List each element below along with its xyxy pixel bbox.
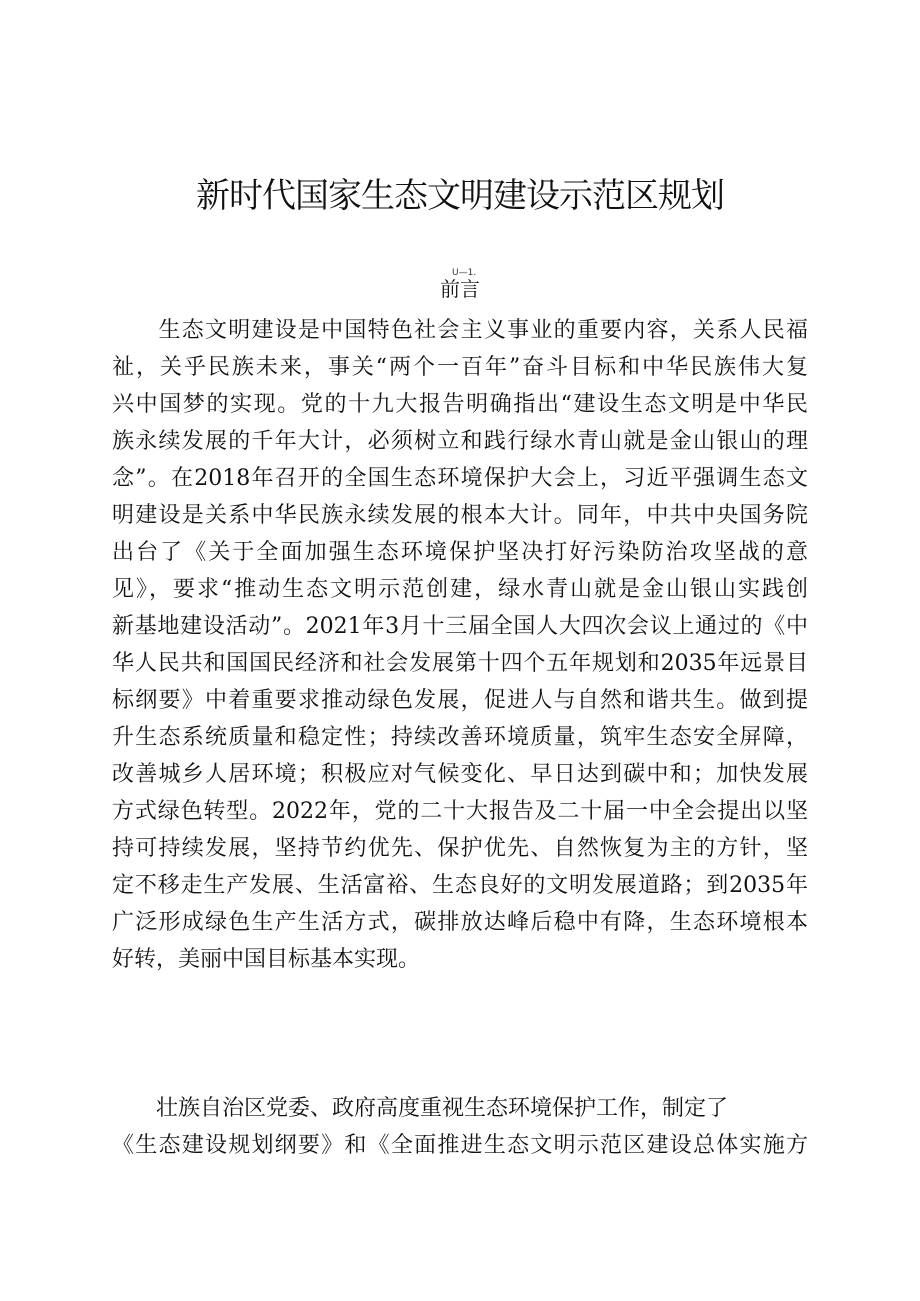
text-line: 族永续发展的千年大计，必须树立和践行绿水青山就是金山银山的理 (112, 429, 808, 454)
text-line: 改善城乡人居环境；积极应对气候变化、早日达到碳中和；加快发展 (112, 762, 808, 787)
document-title: 新时代国家生态文明建设示范区规划 (196, 176, 724, 216)
text-line: 祉，关乎民族未来，事关“两个一百年”奋斗目标和中华民族伟大复 (112, 355, 808, 380)
text-line: 持可持续发展，坚持节约优先、保护优先、自然恢复为主的方针，坚 (112, 836, 808, 861)
heading-annotation-mark: U—1. (452, 268, 477, 278)
text-line: 兴中国梦的实现。党的十九大报告明确指出“建设生态文明是中华民 (112, 392, 808, 417)
text-line: 新基地建设活动”。2021年3月十三届全国人大四次会议上通过的《中 (112, 614, 808, 639)
text-line: 升生态系统质量和稳定性；持续改善环境质量，筑牢生态安全屏障， (112, 725, 808, 750)
text-line: 方式绿色转型。2022年，党的二十大报告及二十届一中全会提出以坚 (112, 799, 808, 824)
text-line: 明建设是关系中华民族永续发展的根本大计。同年，中共中央国务院 (112, 503, 808, 528)
paragraph-2 (112, 1090, 808, 1164)
section-heading-preface (0, 268, 920, 306)
text-line: 华人民共和国国民经济和社会发展第十四个五年规划和2035年远景目 (112, 651, 808, 676)
text-line: 出台了《关于全面加强生态环境保护坚决打好污染防治攻坚战的意 (112, 540, 808, 565)
text-line: 生态文明建设是中国特色社会主义事业的重要内容，关系人民福 (112, 318, 808, 343)
text-line: 见》，要求“推动生态文明示范创建，绿水青山就是金山银山实践创 (112, 577, 808, 602)
text-line: 好转，美丽中国目标基本实现。 (112, 947, 421, 972)
text-line: 定不移走生产发展、生活富裕、生态良好的文明发展道路；到2035年 (112, 873, 808, 898)
text-line: 《生态建设规划纲要》和《全面推进生态文明示范区建设总体实施方 (112, 1133, 808, 1158)
text-line: 念”。在2018年召开的全国生态环境保护大会上，习近平强调生态文 (112, 466, 808, 491)
text-line: 壮族自治区党委、政府高度重视生态环境保护工作，制定了 (112, 1096, 729, 1121)
text-line: 标纲要》中着重要求推动绿色发展，促进人与自然和谐共生。做到提 (112, 688, 808, 713)
paragraph-1 (112, 312, 808, 978)
section-heading-text: 前言 (440, 277, 480, 301)
text-line: 广泛形成绿色生产生活方式，碳排放达峰后稳中有降，生态环境根本 (112, 910, 808, 935)
